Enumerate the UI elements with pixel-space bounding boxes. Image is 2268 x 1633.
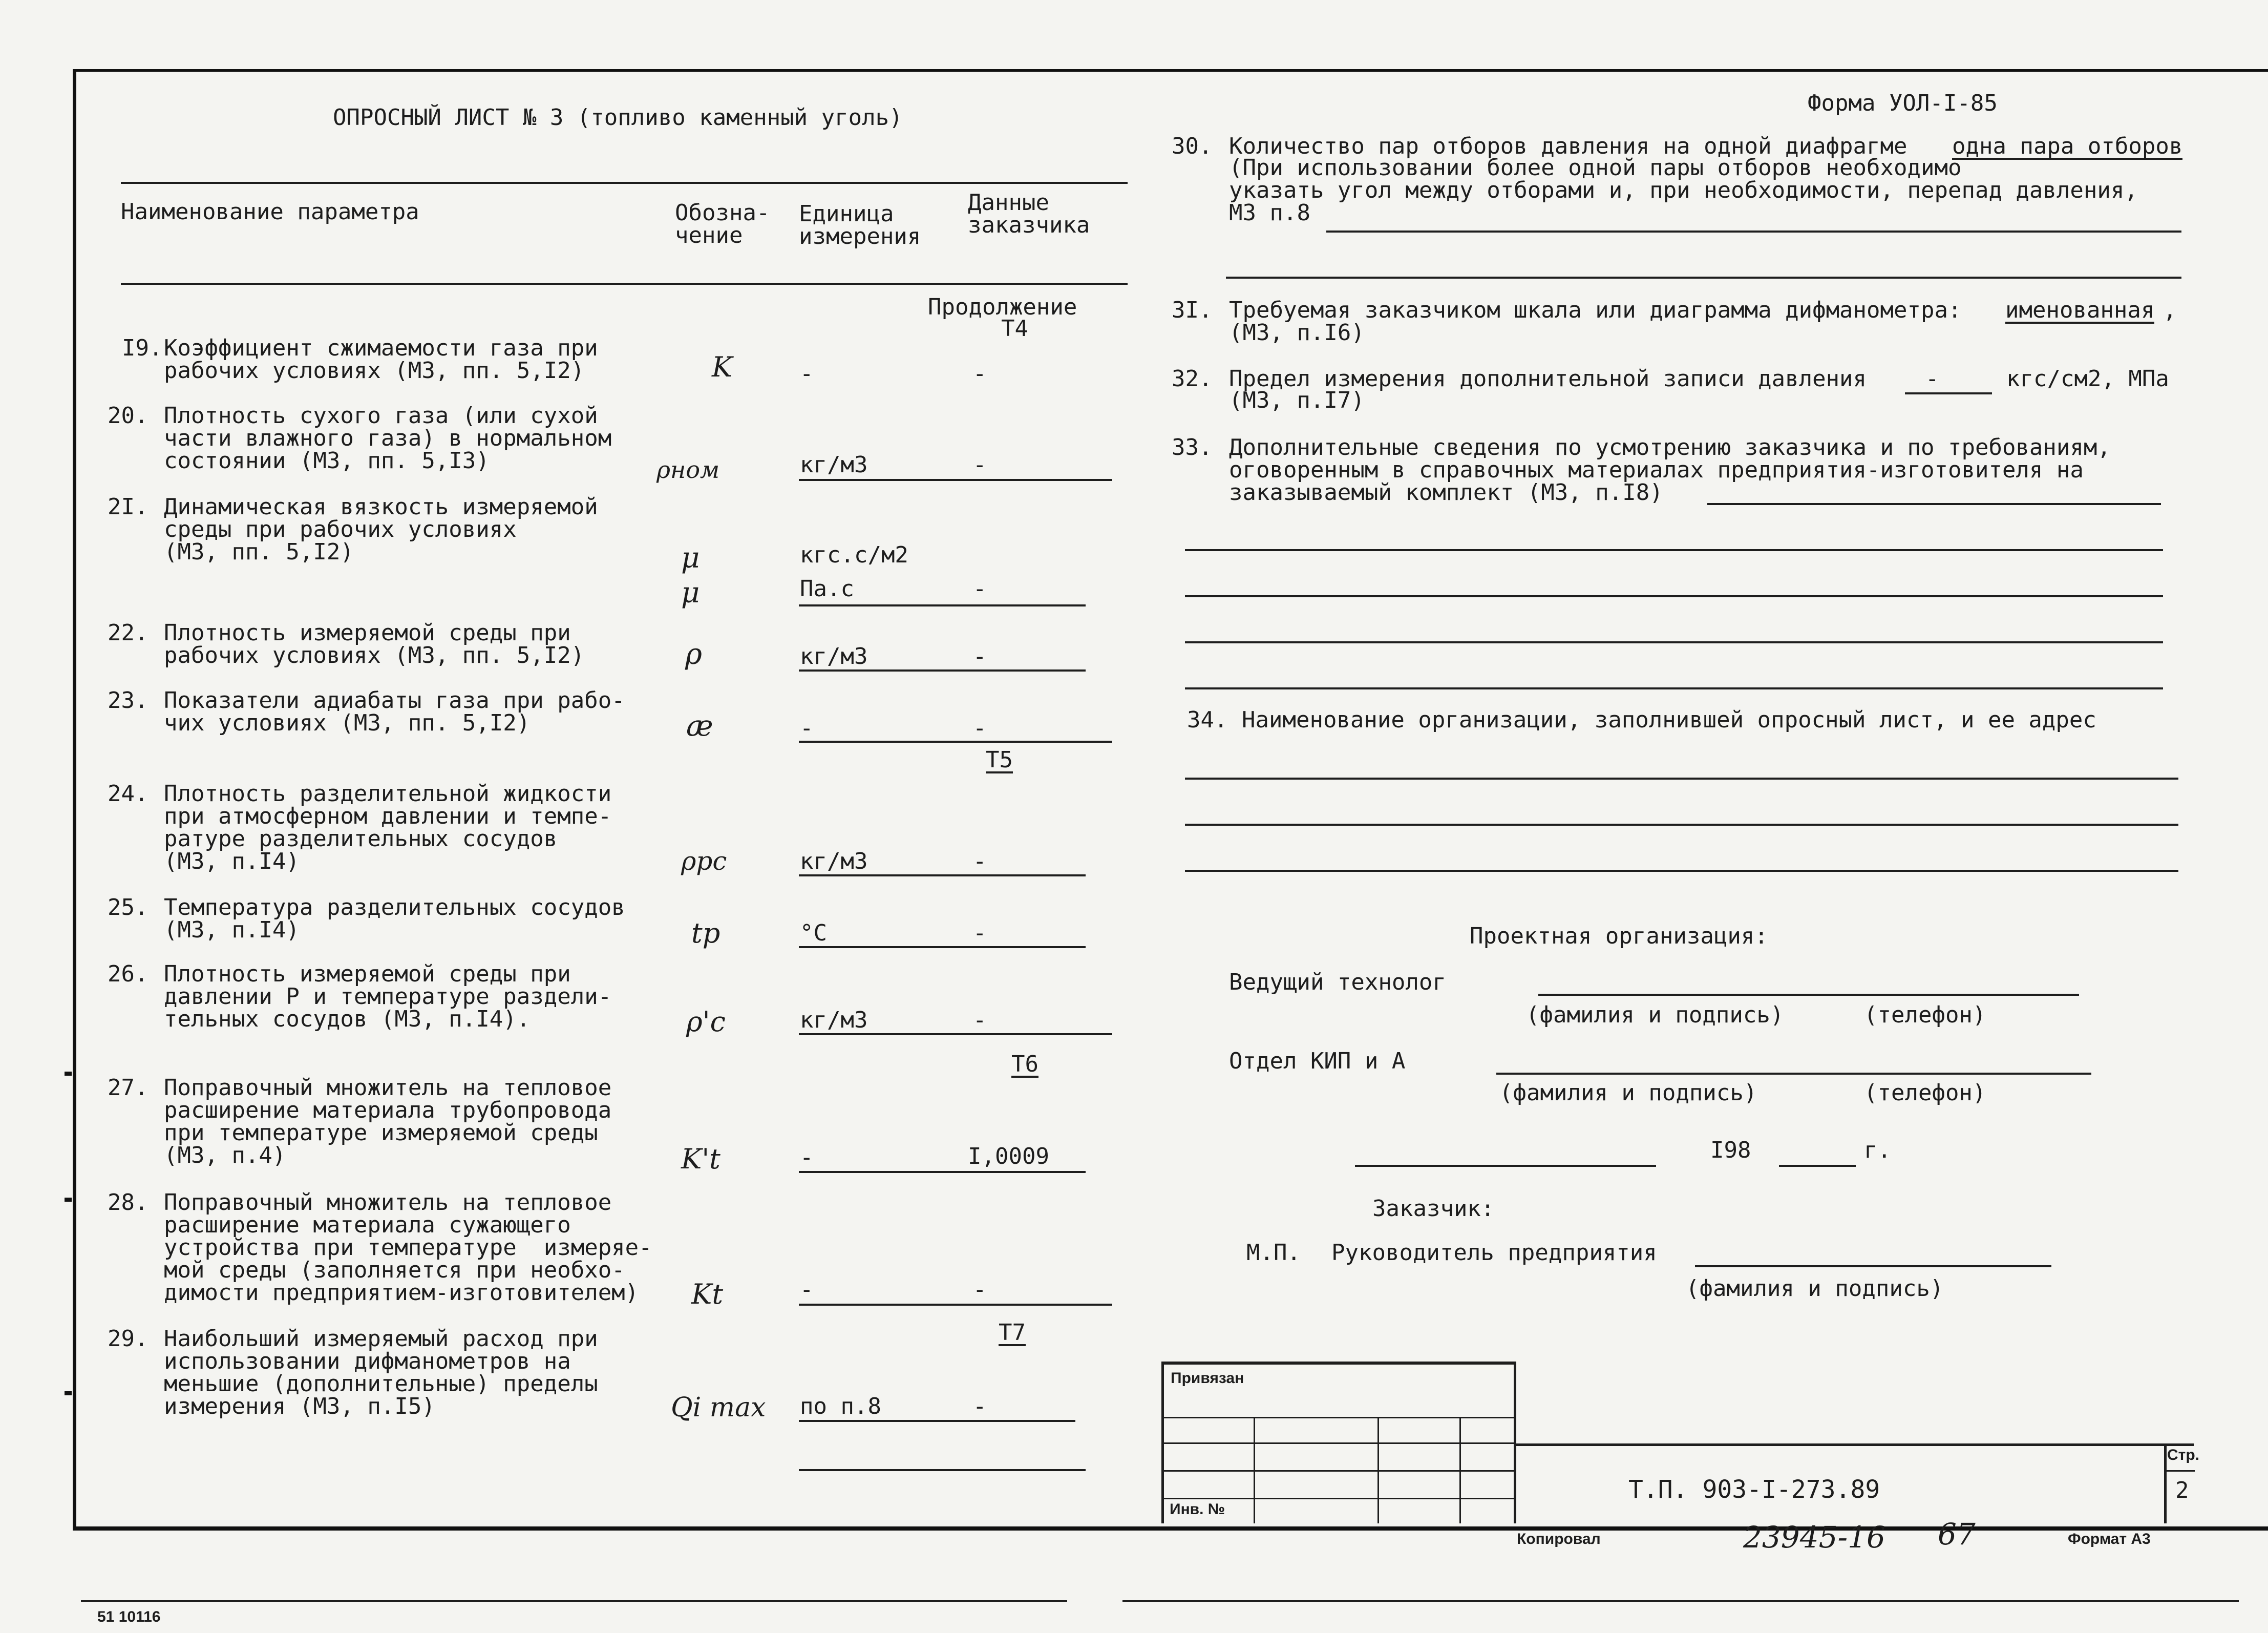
col-header-customer-data: Данные заказчика	[968, 190, 1090, 238]
col-header-param: Наименование параметра	[121, 199, 419, 225]
director-sign-line	[1695, 1265, 2051, 1267]
row-24-unit: кг/м3	[800, 848, 868, 874]
q32-num: 32.	[1172, 366, 1213, 392]
q32-text: Предел измерения дополнительной записи давления	[1229, 366, 1867, 392]
row-22-unit: кг/м3	[800, 643, 868, 669]
q33-line-1	[1707, 503, 2161, 505]
row-25-symbol: tр	[691, 917, 720, 949]
marker-t7: T7	[999, 1320, 1026, 1346]
row-24-value-line	[799, 874, 1086, 876]
row-26-text: Плотность измеряемой среды при давлении P и температуре раздели- тельных сосудов (МЗ, п.I4).	[164, 961, 612, 1032]
row-28-unit: -	[800, 1276, 814, 1303]
date-line	[1355, 1165, 1656, 1167]
q30-num: 30.	[1172, 133, 1213, 159]
row-28-value: -	[973, 1276, 987, 1303]
row-21-text: Динамическая вязкость измеряемой среды при рабочих условиях (МЗ, пп. 5,I2)	[164, 494, 598, 565]
row-26-value: -	[973, 1007, 987, 1033]
row-22-value-line	[799, 669, 1086, 672]
format-label: Формат А3	[2068, 1531, 2151, 1547]
row-23-unit: -	[800, 715, 814, 741]
q31-text: Требуемая заказчиком шкала или диаграмма дифманометра:	[1229, 297, 1962, 323]
stamp-row-1	[1163, 1417, 1516, 1418]
row-25-value-line	[799, 946, 1086, 948]
row-20-value: -	[973, 452, 987, 478]
col-header-designation: Обозна- чение	[675, 200, 770, 248]
col-header-unit: Единица измерения	[799, 201, 921, 249]
row-23-symbol: æ	[686, 709, 713, 743]
q34-num: 34.	[1187, 707, 1228, 733]
kip-dept-label: Отдел КИП и А	[1229, 1048, 1406, 1074]
row-29-num: 29.	[108, 1326, 149, 1352]
q33-line-5	[1185, 687, 2163, 689]
row-19-value: -	[973, 361, 987, 387]
row-20-value-line	[799, 479, 1112, 481]
q34-line-3	[1185, 870, 2178, 872]
year-line	[1779, 1165, 1856, 1167]
row-25-text: Температура разделительных сосудов (МЗ, п.I4)	[164, 894, 625, 943]
binding-mark-3	[65, 1391, 72, 1395]
page-box-left-rule	[2164, 1443, 2167, 1523]
inv-no-label: Инв. №	[1170, 1501, 1225, 1518]
row-22-value: -	[973, 643, 987, 669]
doc-code: Т.П. 903-I-273.89	[1628, 1475, 1880, 1504]
row-19-text: Коэффициент сжимаемости газа при рабочих условиях (МЗ, пп. 5,I2)	[164, 335, 598, 384]
q33-num: 33.	[1172, 434, 1213, 460]
row-21-value-line	[799, 604, 1086, 606]
design-org-label: Проектная организация:	[1470, 923, 1768, 949]
footer-rule-left	[81, 1600, 1067, 1602]
director-label: Руководитель предприятия	[1331, 1240, 1657, 1266]
q30-cont: (При использовании более одной пары отборов необходимо указать угол между отборами и, при необходимости, перепад давления, МЗ п.8	[1229, 155, 2138, 226]
row-19-symbol: K	[712, 351, 733, 383]
q34-text: Наименование организации, заполнившей опросный лист, и ее адрес	[1242, 707, 2096, 733]
table-header-top-rule	[121, 182, 1128, 184]
stamp-row-3	[1163, 1470, 1516, 1472]
q32-units: кгс/см2, МПа	[2006, 366, 2169, 392]
q34-line-2	[1185, 824, 2178, 826]
row-21-symbol: μ	[681, 541, 700, 575]
privyazan-label: Привязан	[1171, 1370, 1244, 1387]
lead-tech-sign-line	[1538, 994, 2079, 996]
marker-t6: T6	[1011, 1051, 1038, 1077]
q30-answer: одна пара отборов	[1952, 133, 2183, 159]
row-21-unit-2: Па.с	[800, 576, 854, 602]
row-21-unit: кгс.с/м2	[800, 542, 908, 568]
row-24-num: 24.	[108, 781, 149, 807]
marker-t4: T4	[1001, 316, 1028, 342]
q32-cont: (МЗ, п.I7)	[1229, 387, 1365, 413]
kip-dept-name-caption: (фамилия и подпись)	[1499, 1080, 1757, 1106]
row-25-num: 25.	[108, 894, 149, 920]
lead-tech-name-caption: (фамилия и подпись)	[1526, 1002, 1784, 1028]
row-29-unit: по п.8	[800, 1393, 881, 1419]
copy-number: 23945-16	[1743, 1520, 1885, 1555]
q30-text: Количество пар отборов давления на одной диафрагме	[1229, 133, 1907, 159]
row-26-symbol: ρ'с	[686, 1006, 726, 1038]
year-prefix: I98	[1710, 1137, 1751, 1163]
q31-num: 3I.	[1172, 297, 1213, 323]
questionnaire-title: ОПРОСНЫЙ ЛИСТ № 3 (топливо каменный уголь)	[333, 104, 903, 131]
row-22-num: 22.	[108, 620, 149, 646]
q34-line-1	[1185, 778, 2178, 780]
stamp-mp: М.П.	[1246, 1240, 1301, 1266]
q31-answer: именованная	[2005, 297, 2155, 323]
stamp-row-4	[1163, 1498, 1516, 1499]
row-21-symbol-2: μ	[681, 576, 700, 610]
q31-cont: (МЗ, п.I6)	[1229, 320, 1365, 346]
doc-code-top-rule	[1516, 1443, 2194, 1446]
stamp-col-1	[1254, 1417, 1255, 1523]
q32-answer: -	[1925, 366, 1939, 392]
kip-dept-sign-line	[1496, 1073, 2091, 1075]
year-suffix: г.	[1864, 1137, 1891, 1163]
stamp-row-2	[1163, 1442, 1516, 1444]
row-29-value: -	[973, 1393, 987, 1419]
q31-comma: ,	[2163, 297, 2177, 323]
copy-number-2: 67	[1938, 1517, 1976, 1552]
row-23-value: -	[973, 715, 987, 741]
row-28-value-line	[799, 1304, 1112, 1306]
lead-tech-label: Ведущий технолог	[1229, 969, 1446, 995]
row-20-num: 20.	[108, 403, 149, 429]
row-23-text: Показатели адиабаты газа при рабо- чих условиях (МЗ, пп. 5,I2)	[164, 687, 625, 736]
row-29-extra-line	[799, 1469, 1086, 1471]
row-21-num: 2I.	[108, 494, 149, 520]
row-22-symbol: ρ	[685, 638, 702, 671]
row-23-value-line	[799, 741, 1112, 743]
page-box-mid-rule	[2164, 1470, 2195, 1472]
row-22-text: Плотность измеряемой среды при рабочих условиях (МЗ, пп. 5,I2)	[164, 620, 585, 668]
q32-answer-line	[1905, 392, 1992, 394]
row-19-num: I9.	[122, 335, 163, 361]
director-name-caption: (фамилия и подпись)	[1686, 1275, 1944, 1302]
binding-mark-1	[65, 1072, 72, 1076]
binding-mark-2	[65, 1198, 72, 1202]
row-21-value: -	[973, 576, 987, 602]
row-20-text: Плотность сухого газа (или сухой части влажного газа) в нормальном состоянии (МЗ, пп. 5,I3)	[164, 403, 612, 474]
row-19-unit: -	[800, 361, 814, 387]
continuation-label: Продолжение	[928, 294, 1077, 320]
footer-rule-right	[1122, 1600, 2239, 1602]
stamp-col-2	[1377, 1417, 1379, 1523]
stamp-top-rule	[1163, 1362, 1516, 1365]
q30-line-2	[1226, 277, 2181, 279]
lead-tech-phone-caption: (телефон)	[1864, 1002, 1986, 1028]
row-27-value-line	[799, 1171, 1086, 1173]
row-29-value-line	[799, 1420, 1075, 1422]
row-29-symbol: Qi max	[671, 1392, 766, 1423]
row-28-symbol: Kt	[691, 1278, 724, 1310]
q33-line-2	[1185, 549, 2163, 551]
row-27-num: 27.	[108, 1075, 149, 1101]
table-header-bottom-rule	[121, 283, 1128, 285]
form-code: Форма УОЛ-I-85	[1808, 90, 1998, 116]
q33-line-3	[1185, 595, 2163, 597]
copied-label: Копировал	[1517, 1531, 1601, 1547]
page-label: Стр.	[2167, 1447, 2200, 1463]
row-25-unit: °C	[800, 920, 827, 946]
row-24-value: -	[973, 848, 987, 874]
row-26-unit: кг/м3	[800, 1007, 868, 1033]
row-20-symbol: ρном	[656, 456, 720, 484]
q33-text: Дополнительные сведения по усмотрению заказчика и по требованиям, оговоренным в справочных материалах предприятия-изготовителя на заказываемый комплект (МЗ, п.I8)	[1229, 434, 2111, 506]
row-26-value-line	[799, 1033, 1112, 1035]
row-29-text: Наибольший измеряемый расход при использовании дифманометров на меньшие (дополнительные) пределы измерения (МЗ, п.I5)	[164, 1326, 598, 1419]
row-27-unit: -	[800, 1144, 814, 1170]
row-28-num: 28.	[108, 1189, 149, 1216]
row-20-unit: кг/м3	[800, 452, 868, 478]
kip-dept-phone-caption: (телефон)	[1864, 1080, 1986, 1106]
row-26-num: 26.	[108, 961, 149, 987]
row-25-value: -	[973, 920, 987, 946]
customer-label: Заказчик:	[1372, 1196, 1495, 1222]
row-23-num: 23.	[108, 687, 149, 714]
q30-line-1	[1326, 231, 2181, 233]
stamp-col-3	[1459, 1417, 1461, 1523]
row-27-text: Поправочный множитель на тепловое расширение материала трубопровода при температуре измеряемой среды (МЗ, п.4)	[164, 1075, 612, 1168]
marker-t5: T5	[986, 747, 1013, 773]
row-24-text: Плотность разделительной жидкости при атмосферном давлении и темпе- ратуре разделительных сосудов (МЗ, п.I4)	[164, 781, 612, 874]
q33-line-4	[1185, 641, 2163, 643]
row-27-value: I,0009	[968, 1143, 1049, 1169]
row-24-symbol: ρрс	[681, 846, 727, 876]
row-28-text: Поправочный множитель на тепловое расширение материала сужающего устройства при температуре измеряе- мой среды (заполняется при необхо- димости предприятием-изготовителем)	[164, 1189, 652, 1306]
footer-code: 51 10116	[97, 1608, 161, 1625]
page-number: 2	[2175, 1477, 2189, 1503]
row-27-symbol: K't	[681, 1143, 720, 1175]
